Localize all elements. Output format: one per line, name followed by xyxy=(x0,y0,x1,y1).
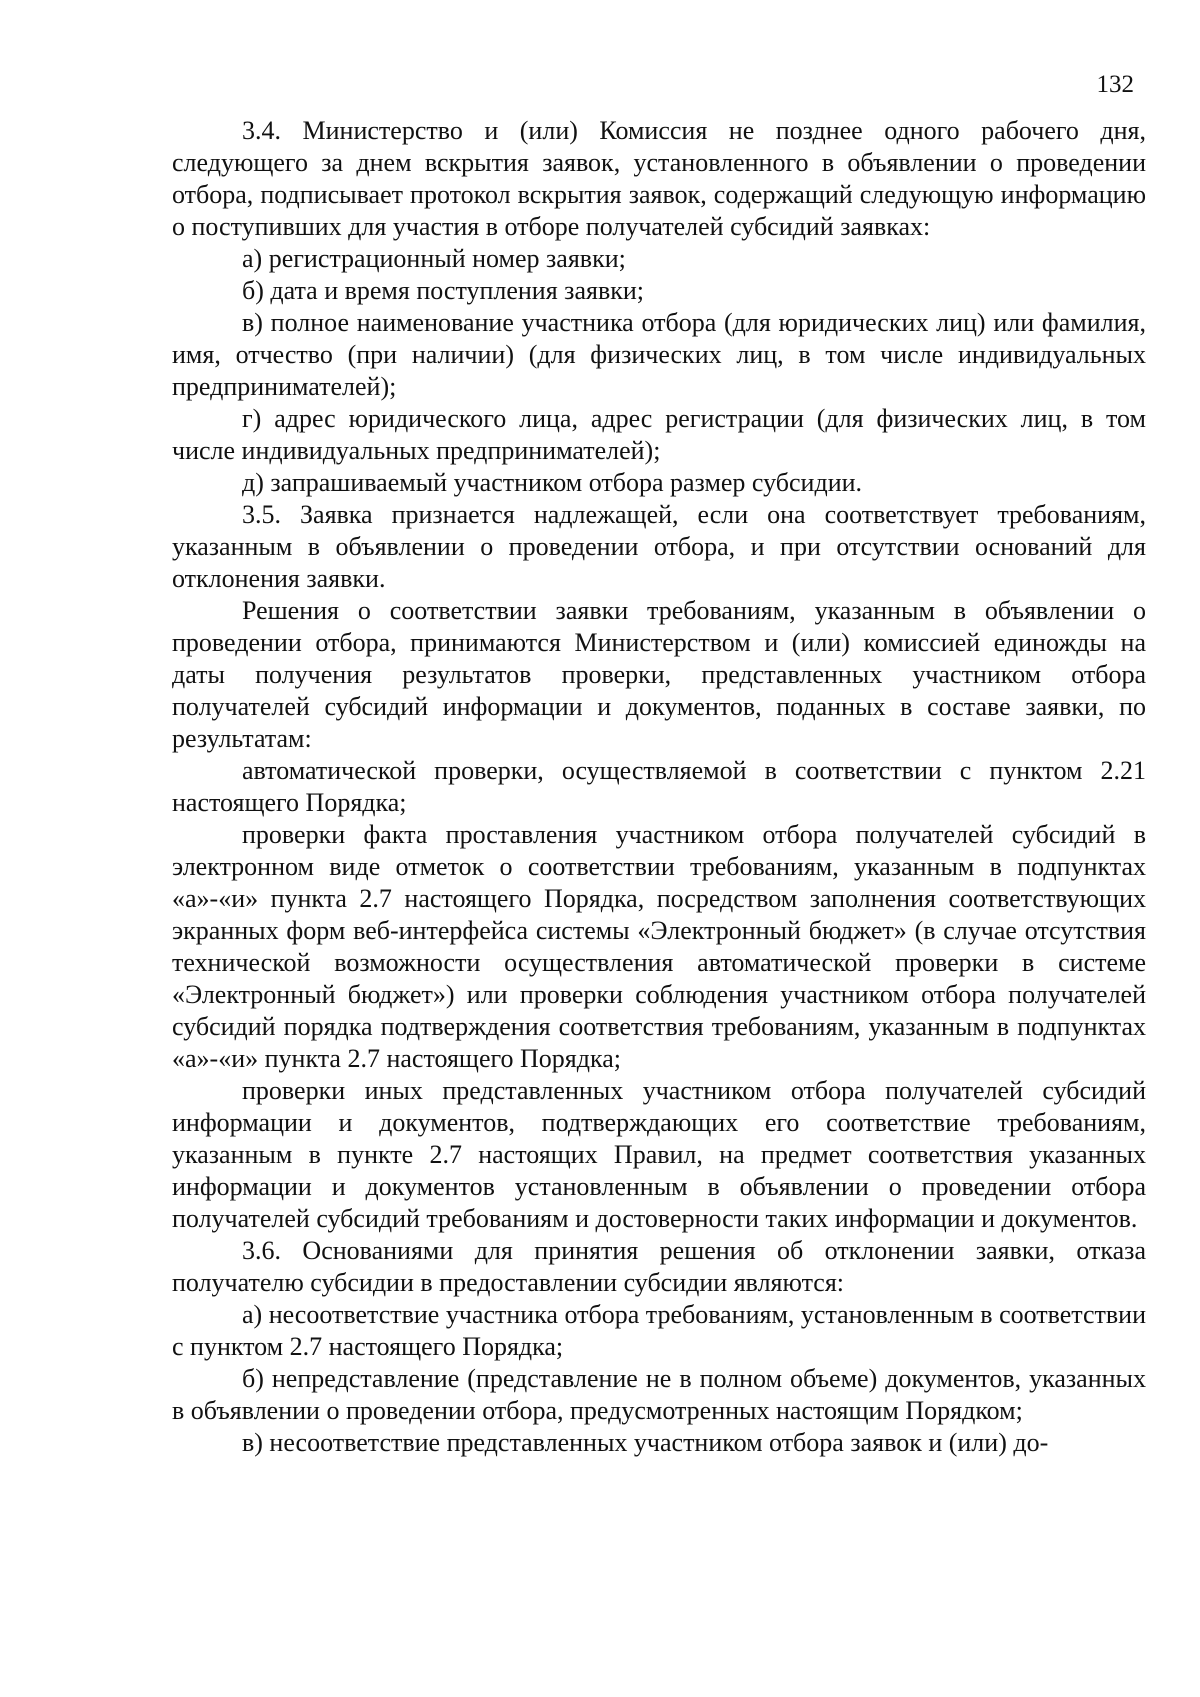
paragraph-3-4: 3.4. Министерство и (или) Комиссия не позднее одного рабочего дня, следующего за днем вскрытия заявок, установленного в объявлении о проведении отбора, подписывает протокол вскрытия заявок, содержащий следующую информацию о поступивших для участия в отборе получателей субсидий заявках: xyxy=(172,116,1146,241)
paragraph-3-6: 3.6. Основаниями для принятия решения об отклонении заявки, отказа получателю субсидии в предоставлении субсидии являются: xyxy=(172,1236,1146,1297)
rejection-item-b: б) непредставление (представление не в полном объеме) документов, указанных в объявлении о проведении отбора, предусмотренных настоящим Порядком; xyxy=(172,1364,1146,1425)
list-item-d: д) запрашиваемый участником отбора размер субсидии. xyxy=(242,468,863,497)
rejection-item-a: а) несоответствие участника отбора требованиям, установленным в соответствии с пунктом 2.7 настоящего Порядка; xyxy=(172,1300,1146,1361)
list-item-g: г) адрес юридического лица, адрес регистрации (для физических лиц, в том числе индивидуальных предпринимателей); xyxy=(172,404,1146,465)
paragraph-automatic-check: автоматической проверки, осуществляемой в соответствии с пунктом 2.21 настоящего Порядка; xyxy=(172,756,1146,817)
list-item-a: а) регистрационный номер заявки; xyxy=(242,244,626,273)
paragraph-other-check: проверки иных представленных участником отбора получателей субсидий информации и документов, подтверждающих его соответствие требованиям, указанным в пункте 2.7 настоящих Правил, на предмет соответствия указанных информации и документов установленным в объявлении о проведении отбора получателей субсидий требованиям и достоверности таких информации и документов. xyxy=(172,1076,1146,1233)
page-number: 132 xyxy=(1096,71,1134,98)
list-item-v: в) полное наименование участника отбора (для юридических лиц) или фамилия, имя, отчество (при наличии) (для физических лиц, в том числе индивидуальных предпринимателей); xyxy=(172,308,1146,401)
list-item-b: б) дата и время поступления заявки; xyxy=(242,276,644,305)
document-body xyxy=(172,115,1146,1459)
rejection-item-v: в) несоответствие представленных участником отбора заявок и (или) до- xyxy=(242,1428,1049,1457)
paragraph-decisions: Решения о соответствии заявки требованиям, указанным в объявлении о проведении отбора, принимаются Министерством и (или) комиссией единожды на даты получения результатов проверки, представленных участником отбора получателей субсидий информации и документов, поданных в составе заявки, по результатам: xyxy=(172,596,1146,753)
paragraph-3-5: 3.5. Заявка признается надлежащей, если она соответствует требованиям, указанным в объявлении о проведении отбора, и при отсутствии оснований для отклонения заявки. xyxy=(172,500,1146,593)
paragraph-marks-check: проверки факта проставления участником отбора получателей субсидий в электронном виде отметок о соответствии требованиям, указанным в подпунктах «а»-«и» пункта 2.7 настоящего Порядка, посредством заполнения соответствующих экранных форм веб-интерфейса системы «Электронный бюджет» (в случае отсутствия технической возможности осуществления автоматической проверки в системе «Электронный бюджет») или проверки соблюдения участником отбора получателей субсидий порядка подтверждения соответствия требованиям, указанным в подпунктах «а»-«и» пункта 2.7 настоящего Порядка; xyxy=(172,820,1146,1073)
